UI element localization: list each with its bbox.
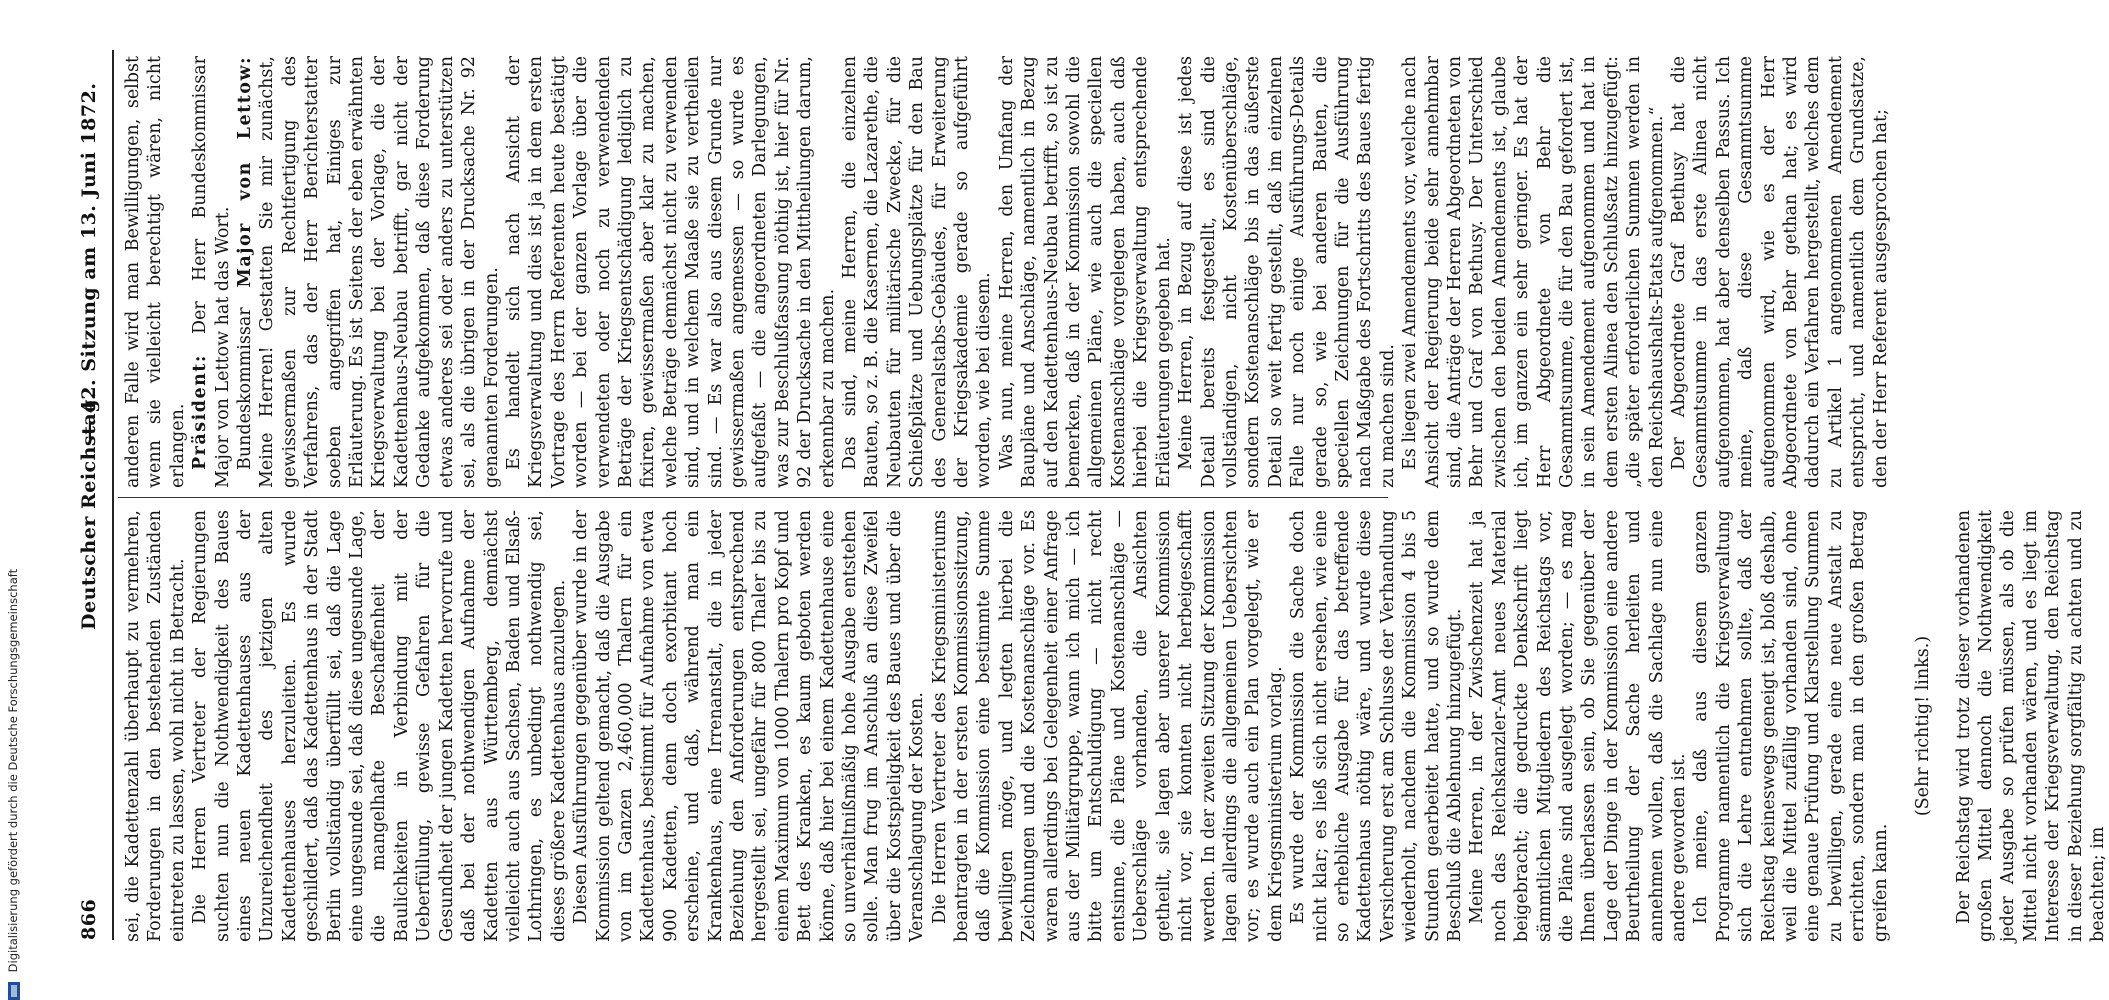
page-number: 866	[78, 898, 100, 940]
speaker-name: Präsident:	[190, 354, 211, 470]
paragraph: Es handelt sich nach Ansicht der Kriegsverwaltung und dies ist ja in dem ersten Vortrage des Herrn Referenten heute bestätigt worden — bei der ganzen Vorlage über die verwendeten oder noch zu verwendenden Beträge der Kriegsentschädigung lediglich zu fixiren, gewissermaßen aber klar zu machen, welche Beträge demnächst nicht zu verwenden sind, und in welchem Maaße sie zu vertheilen sind. — Es war also aus diesem Grunde nur gewissermaßen angemessen — so wurde es aufgefaßt — die angeordneten Darlegungen, was zur Beschlußfassung nöthig ist, hier für Nr. 92 der Drucksache in den Mittheilungen darum, erkennbar zu machen.	[503, 56, 838, 488]
paragraph: Es wurde der Kommission die Sache doch nicht klar; es ließ sich nicht ersehen, wie eine so erhebliche Ausgabe für das betreffende Kadettenhaus nöthig wäre, und wurde diese Versicherung erst am Schlusse der Verhandlung wiederholt, nachdem die Kommission 4 bis 5 Stunden gearbeitet hatte, und so wurde dem Beschluß die Ablehnung hinzugefügt.	[1288, 510, 1465, 942]
speaker-role: Bundeskommissar	[235, 307, 256, 470]
paragraph: sei, die Kadettenzahl überhaupt zu vermehren, Forderungen in den bestehenden Zuständen eintreten zu lassen, wohl nicht in Betracht.	[123, 510, 188, 942]
dfg-logo-icon	[8, 982, 20, 1000]
paragraph: Das sind, meine Herren, die einzelnen Bauten, so z. B. die Kasernen, die Lazarethe, die Neubauten für militärische Zwecke, für die Schießplätze und Uebungsplätze für den Bau des Generalstabs-Gebäudes, für Erweiterung der Kriegsakademie gerade so aufgeführt worden, wie bei diesem.	[840, 56, 995, 488]
paragraph: Diesen Ausführungen gegenüber wurde in der Kommission geltend gemacht, daß die Ausgabe von im Ganzen 2,460,000 Thalern für ein Kadettenhaus, bestimmt für Aufnahme von etwa 900 Kadetten, denn doch exorbitant hoch erscheine, und daß, während man ein Krankenhaus, eine Irrenanstalt, die in jeder Beziehung den Anforderungen entsprechend hergestellt sei, ungefähr für 800 Thaler bis zu einem Maximum von 1000 Thalern pro Kopf und Bett des Kranken, es kaum geboten werden könne, daß hier bei einem Kadettenhause eine so unverhältnißmäßig hohe Ausgabe entstehen solle. Man frug im Anschluß an diese Zweifel über die Kostspieligkeit des Baues und über die Veranschlagung der Kosten.	[571, 510, 928, 942]
speaker-text: Der Herr Bundeskommissar Major von Lettow hat das Wort.	[190, 56, 233, 488]
paragraph: Meine Herren, in der Zwischenzeit hat ja noch das Reichskanzler-Amt neues Material beigebracht; die gedruckte Denkschrift liegt sämmtlichen Mitgliedern des Reichstags vor, die Pläne sind ausgelegt worden; — es mag Ihnen überlassen sein, ob Sie gegenüber der Lage der Dinge in der Kommission eine andere Beurtheilung der Sache herleiten und annehmen wollen, daß die Sachlage nun eine andere geworden ist.	[1467, 510, 1690, 942]
left-column	[122, 510, 2108, 942]
speaker-paragraph	[189, 56, 234, 488]
speaker-paragraph	[234, 56, 503, 488]
speaker-text: Meine Herren! Gestatten Sie mir zunächst, gewissermaßen zur Rechtfertigung des Verfahrens, das der Herr Berichterstatter soeben angegriffen hat, Einiges zur Erläuterung. Es ist Seitens der eben erwähnten Kriegsverwaltung bei der Vorlage, die der Kadettenhaus-Neubau betrifft, gar nicht der Gedanke aufgekommen, daß diese Forderung etwas anderes sei oder anders zu unterstützen sei, als die übrigen in der Drucksache Nr. 92 genannten Forderungen.	[257, 56, 502, 488]
header-rule	[112, 50, 114, 940]
paragraph: Ich meine, daß aus diesem ganzen Programme namentlich die Kriegsverwaltung sich die Lehre entnehmen sollte, daß der Reichstag keineswegs geneigt ist, bloß deshalb, weil die Mittel zufällig vorhanden sind, ohne eine genaue Prüfung und Klarstellung Summen zu bewilligen, gerade eine neue Anstalt zu errichten, sondern man in den großen Betrag greifen kann.	[1691, 510, 1891, 942]
page-header	[78, 50, 108, 940]
digitization-credit	[2, 400, 24, 1000]
speaker-name: Major von Lettow:	[235, 56, 256, 288]
interjection: (Sehr richtig! links.)	[1913, 635, 1934, 817]
paragraph: Es liegen zwei Amendements vor, welche nach Ansicht der Regierung beide sehr annehmbar sind, die Anträge der Herren Abgeordneten von Behr und Graf von Bethusy. Der Unterschied zwischen den beiden Amendements ist, glaube ich, im ganzen ein sehr geringer. Es hat der Herr Abgeordnete von Behr die Gesammtsumme, die für den Bau gefordert ist, in sein Amendement aufgenommen und hat in dem ersten Alinea den Schlußsatz hinzugefügt: „die später erforderlichen Summen werden in den Reichshaushalts-Etats aufgenommen.“	[1400, 56, 1667, 488]
paragraph: Der Abgeordnete Graf Bethusy hat die Gesammtsumme in das erste Alinea nicht aufgenommen, hat aber denselben Passus. Ich meine, daß diese Gesammtsumme aufgenommen wird, wie es der Herr Abgeordnete von Behr gethan hat; es wird dadurch ein Verfahren hergestellt, welches dem zu Artikel 1 angenommenen Amendement entspricht, und namentlich dem Grundsatze, den der Herr Referent ausgesprochen hat;	[1669, 56, 1891, 488]
paragraph: Was nun, meine Herren, den Umfang der Baupläne und Anschläge, namentlich in Bezug auf den Kadettenhaus-Neubau betrifft, so ist zu bemerken, daß in der Kommission sowohl die allgemeinen Pläne, wie auch die speciellen Kostenanschläge vorgelegen haben, auch daß hierbei die Kriegsverwaltung entsprechende Erläuterungen gegeben hat.	[996, 56, 1174, 488]
paragraph: Meine Herren, in Bezug auf diese ist jedes Detail bereits festgestellt, es sind die vollständigen, nicht Kostenüberschläge, sondern Kostenanschläge bis in das äußerste Detail so weit fertig gestellt, daß im einzelnen Falle nur noch einige Ausführungs-Details gerade so, wie bei anderen Bauten, die speciellen Zeichnungen für die Ausführung nach Maßgabe des Fortschritts des Baues fertig zu machen sind.	[1176, 56, 1398, 488]
paragraph: Die Herren Vertreter der Regierungen suchten nun die Nothwendigkeit des Baues eines neuen Kadettenhauses aus der Unzureichendheit des jetzigen alten Kadettenhauses herzuleiten. Es wurde geschildert, daß das Kadettenhaus in der Stadt Berlin vollständig überfüllt sei, daß die Lage eine ungesunde sei, daß diese ungesunde Lage, die mangelhafte Beschaffenheit der Baulichkeiten in Verbindung mit der Ueberfüllung, gewisse Gefahren für die Gesundheit der jungen Kadetten hervorrufe und daß bei der nothwendigen Aufnahme der Kadetten aus Württemberg, demnächst vielleicht auch aus Sachsen, Baden und Elsaß-Lothringen, es unbedingt nothwendig sei, dieses größere Kadettenhaus anzulegen.	[190, 510, 569, 942]
paragraph: anderen Falle wird man Bewilligungen, selbst wenn sie vielleicht berechtigt wären, nicht erlangen.	[123, 56, 188, 488]
paragraph: Der Reichstag wird trotz dieser vorhandenen großen Mittel dennoch die Nothwendigkeit jeder Ausgabe so prüfen müssen, als ob die Mittel nicht vorhanden wären, und es liegt im Interesse der Kriegsverwaltung, den Reichstag in dieser Beziehung sorgfältig zu achten und zu beachten; im	[1953, 510, 2108, 942]
session-line: — 42. Sitzung am 13. Juni 1872.	[78, 82, 100, 440]
paragraph: Die Herren Vertreter des Kriegsministeriums beantragten in der ersten Kommissionssitzung, daß die Kommission eine bestimmte Summe bewilligen möge, und legten hierbei die Zeichnungen und die Kostenanschläge vor. Es waren allerdings bei Gelegenheit einer Anfrage aus der Militärgruppe, wann ich mich — ich bitte um Entschuldigung — nicht recht entsinne, die Pläne und Kostenanschläge — Ueberschläge vorhanden, die Ansichten getheilt, sie lagen aber unserer Kommission nicht vor, sie konnten nicht herbeigeschafft werden. In der zweiten Sitzung der Kommission lagen allerdings die allgemeinen Uebersichten vor; es wurde auch ein Plan vorgelegt, wie er dem Kriegsministerium vorlag.	[929, 510, 1286, 942]
credit-text: Digitalisierung gefördert durch die Deutsche Forschungsgemeinschaft	[6, 568, 20, 973]
publication-title: Deutscher Reichstag.	[78, 391, 100, 630]
right-column	[122, 56, 1891, 488]
column-divider	[118, 497, 1388, 498]
